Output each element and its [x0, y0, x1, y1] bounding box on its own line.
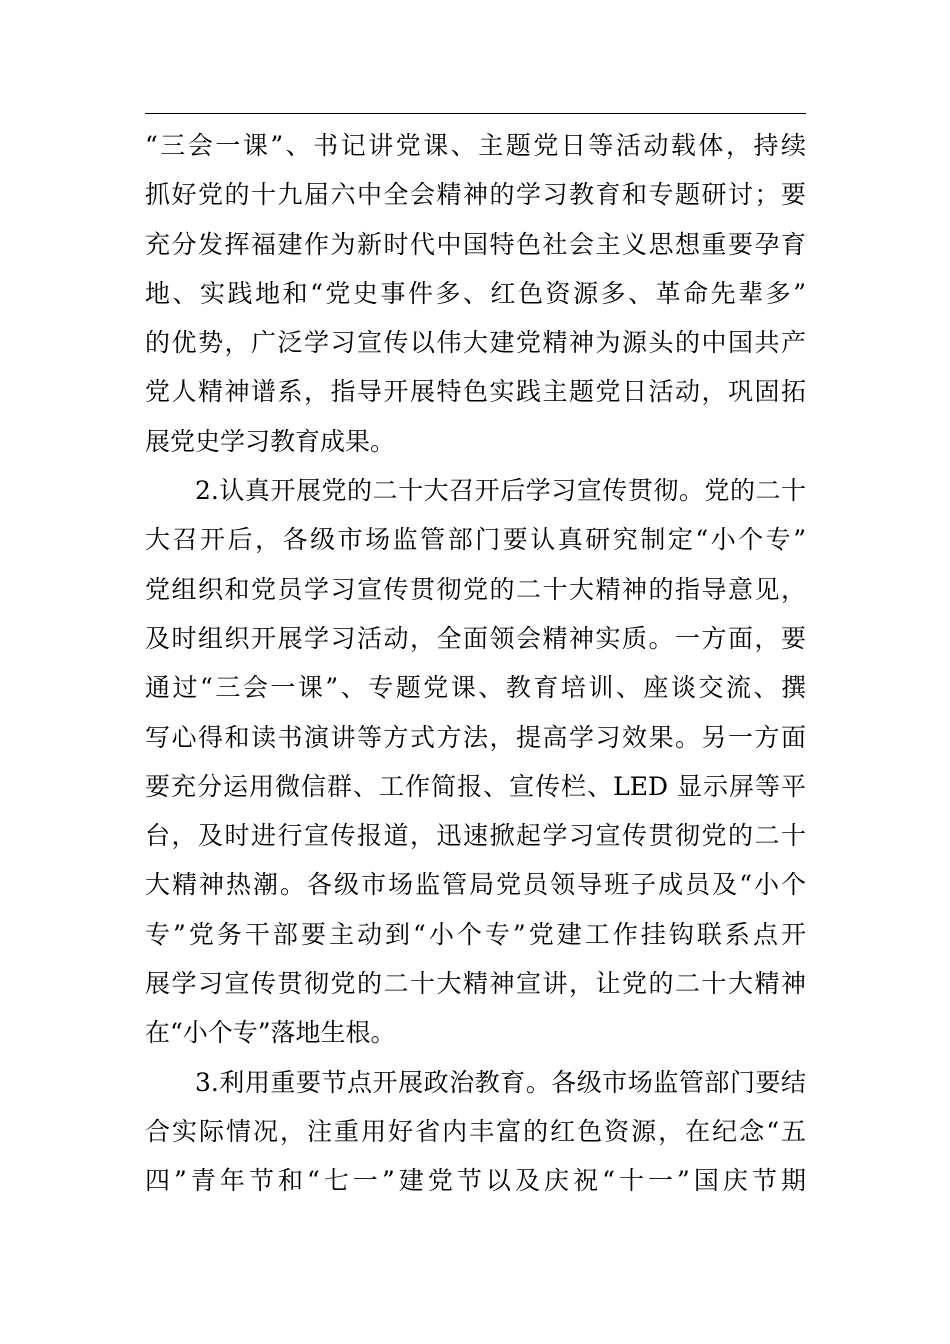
text-line: 四”青年节和“七一”建党节以及庆祝“十一”国庆节期	[145, 1166, 806, 1196]
text-line: 及时组织开展学习活动，全面领会精神实质。一方面，要	[145, 623, 806, 653]
text-line: 充分发挥福建作为新时代中国特色社会主义思想重要孕育	[145, 229, 806, 259]
text-line: 合实际情况，注重用好省内丰富的红色资源，在纪念“五	[145, 1116, 806, 1146]
text-line: 党人精神谱系，指导开展特色实践主题党日活动，巩固拓	[145, 377, 806, 407]
document-body	[145, 121, 806, 1206]
text-line: 通过“三会一课”、专题党课、教育培训、座谈交流、撰	[145, 673, 806, 703]
text-line: 抓好党的十九届六中全会精神的学习教育和专题研讨；要	[145, 180, 806, 210]
text-line: 台，及时进行宣传报道，迅速掀起学习宣传贯彻党的二十	[145, 821, 806, 851]
text-line: 在“小个专”落地生根。	[145, 1018, 396, 1048]
text-line: 大精神热潮。各级市场监管局党员领导班子成员及“小个	[145, 870, 806, 900]
text-line: 要充分运用微信群、工作简报、宣传栏、LED 显示屏等平	[145, 771, 806, 801]
text-line: 写心得和读书演讲等方式方法，提高学习效果。另一方面	[145, 722, 806, 752]
paragraph-1	[145, 121, 806, 466]
text-line: 3.利用重要节点开展政治教育。各级市场监管部门要结	[195, 1067, 806, 1097]
paragraph-3	[145, 1058, 806, 1206]
text-line: 地、实践地和“党史事件多、红色资源多、革命先辈多”	[145, 278, 806, 308]
text-line: 展党史学习教育成果。	[145, 426, 396, 456]
header-rule	[145, 113, 806, 114]
text-line: 的优势，广泛学习宣传以伟大建党精神为源头的中国共产	[145, 328, 806, 358]
text-line: 展学习宣传贯彻党的二十大精神宣讲，让党的二十大精神	[145, 969, 806, 999]
paragraph-2	[145, 466, 806, 1058]
text-line: 党组织和党员学习宣传贯彻党的二十大精神的指导意见，	[145, 574, 806, 604]
text-line: “三会一课”、书记讲党课、主题党日等活动载体，持续	[145, 131, 806, 160]
text-line: 专”党务干部要主动到“小个专”党建工作挂钩联系点开	[145, 919, 806, 949]
text-line: 大召开后，各级市场监管部门要认真研究制定“小个专”	[145, 525, 806, 555]
text-line: 2.认真开展党的二十大召开后学习宣传贯彻。党的二十	[195, 476, 806, 506]
